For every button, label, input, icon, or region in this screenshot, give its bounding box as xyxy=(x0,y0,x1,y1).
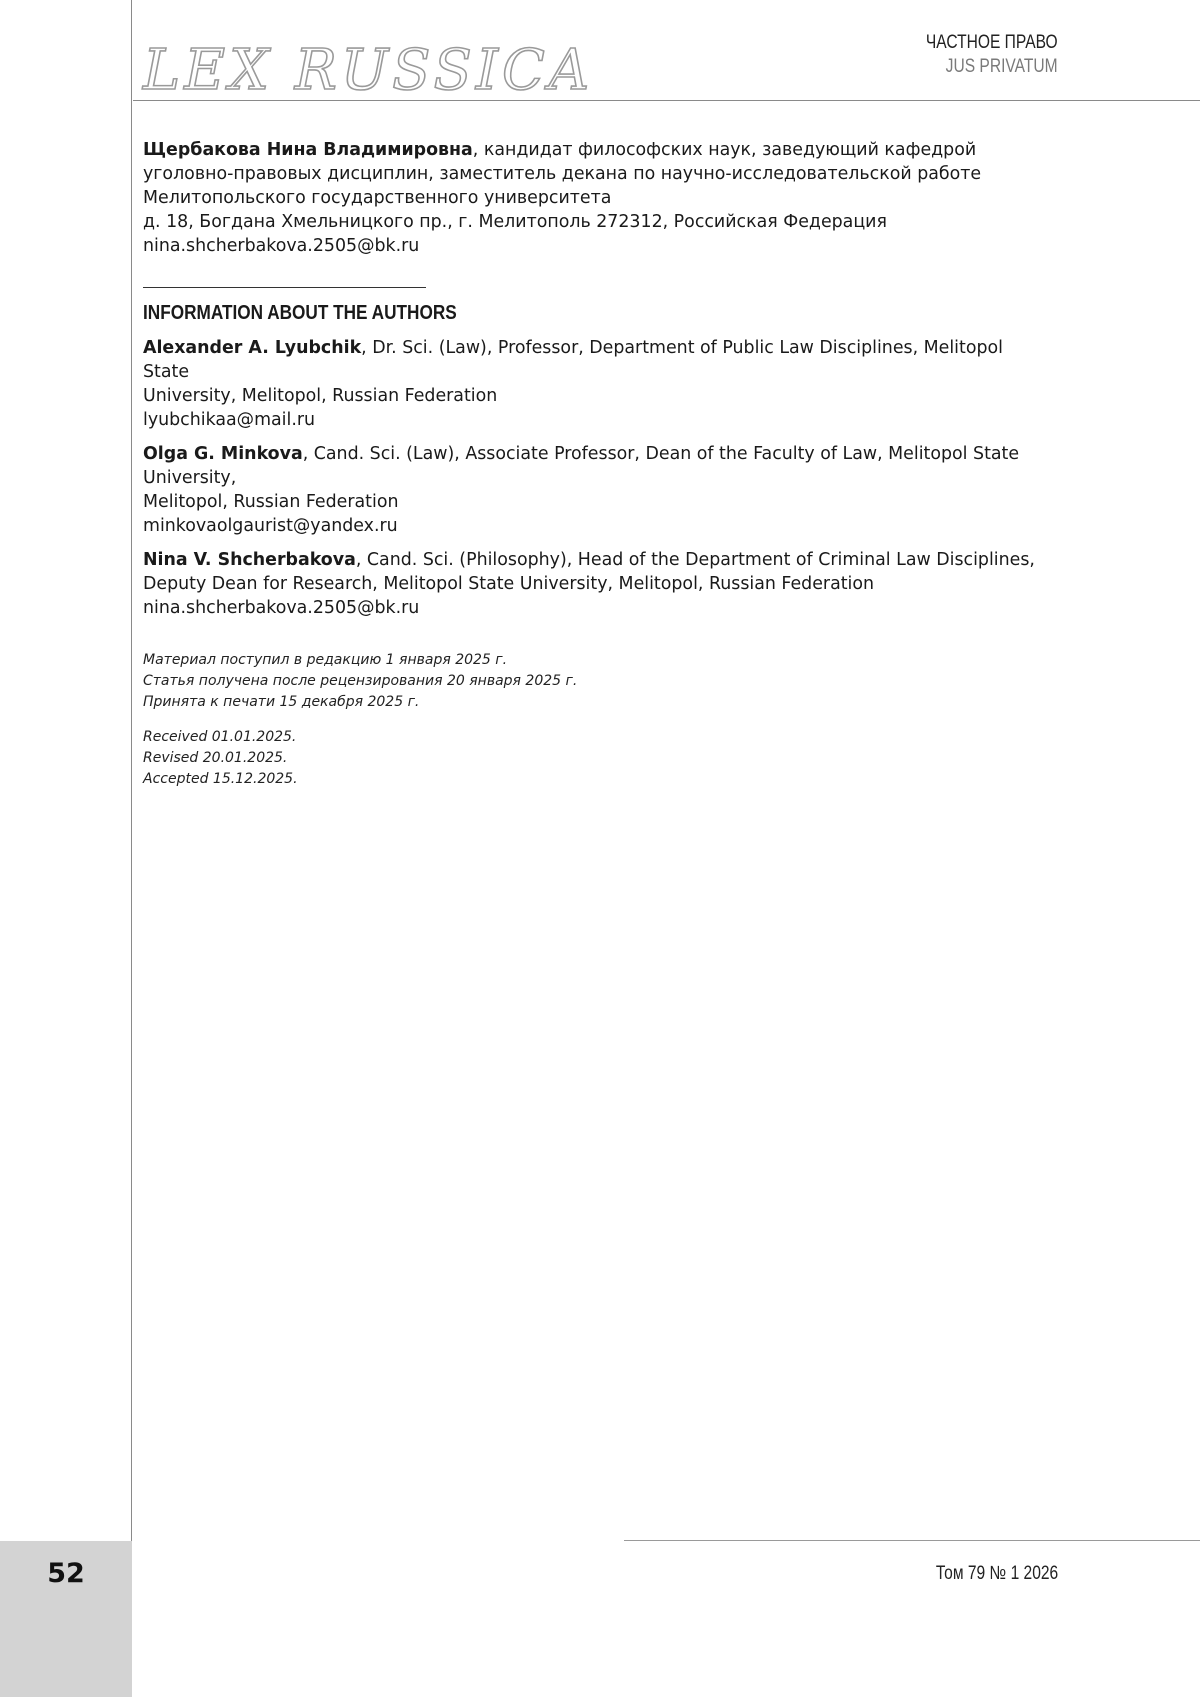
author-ru-name: Щербакова Нина Владимировна xyxy=(143,140,473,160)
date-received-ru: Материал поступил в редакцию 1 января 2025 г. xyxy=(143,652,508,668)
author-en-line2: Deputy Dean for Research, Melitopol State University, Melitopol, Russian Federation xyxy=(143,574,875,594)
author-en-affiliation: , Cand. Sci. (Philosophy), Head of the Department of Criminal Law Disciplines, xyxy=(355,550,1035,570)
page-number: 52 xyxy=(47,1558,85,1589)
author-en-line1 xyxy=(143,336,1043,384)
date-revised-ru: Статья получена после рецензирования 20 января 2025 г. xyxy=(143,673,578,689)
section-label xyxy=(926,31,1058,79)
author-ru-line1 xyxy=(143,138,1043,162)
author-ru-block xyxy=(143,138,1043,258)
author-en-entry xyxy=(143,442,1043,538)
author-ru-line3: Мелитопольского государственного университета xyxy=(143,188,612,208)
author-ru-line2: уголовно-правовых дисциплин, заместитель декана по научно-исследовательской работе xyxy=(143,164,982,184)
info-heading: INFORMATION ABOUT THE AUTHORS xyxy=(143,302,457,324)
author-en-line1 xyxy=(143,548,1043,572)
author-ru-affiliation: , кандидат философских наук, заведующий кафедрой xyxy=(472,140,977,160)
author-ru-address: д. 18, Богдана Хмельницкого пр., г. Мелитополь 272312, Российская Федерация xyxy=(143,212,887,232)
footer-divider xyxy=(624,1540,1200,1541)
date-revised-en: Revised 20.01.2025. xyxy=(143,750,288,766)
author-en-line1 xyxy=(143,442,1043,490)
dates-ru xyxy=(143,650,1043,713)
section-label-en: JUS PRIVATUM xyxy=(946,56,1058,77)
author-en-line2: University, Melitopol, Russian Federation xyxy=(143,386,498,406)
author-en-affiliation: , Dr. Sci. (Law), Professor, Department of Public Law Disciplines, Melitopol State xyxy=(143,338,1003,382)
journal-logo: LEX RUSSICA xyxy=(143,38,594,103)
author-en-line2: Melitopol, Russian Federation xyxy=(143,492,399,512)
date-accepted-ru: Принята к печати 15 декабря 2025 г. xyxy=(143,694,420,710)
author-en-email: lyubchikaa@mail.ru xyxy=(143,410,316,430)
author-en-name: Olga G. Minkova xyxy=(143,444,303,464)
header-divider xyxy=(133,100,1200,101)
section-divider xyxy=(143,287,426,288)
date-accepted-en: Accepted 15.12.2025. xyxy=(143,771,298,787)
date-received-en: Received 01.01.2025. xyxy=(143,729,297,745)
section-label-ru: ЧАСТНОЕ ПРАВО xyxy=(926,32,1058,53)
author-en-name: Alexander A. Lyubchik xyxy=(143,338,362,358)
author-ru-email: nina.shcherbakova.2505@bk.ru xyxy=(143,236,420,256)
issue-label: Том 79 № 1 2026 xyxy=(935,1563,1058,1584)
dates-en xyxy=(143,727,1043,790)
author-en-entry xyxy=(143,336,1043,432)
author-en-email: minkovaolgaurist@yandex.ru xyxy=(143,516,398,536)
left-margin-bar xyxy=(0,0,132,1697)
author-en-affiliation: , Cand. Sci. (Law), Associate Professor, Dean of the Faculty of Law, Melitopol State University, xyxy=(143,444,1020,488)
article-content xyxy=(143,138,1043,790)
author-en-entry xyxy=(143,548,1043,620)
author-en-email: nina.shcherbakova.2505@bk.ru xyxy=(143,598,420,618)
author-en-name: Nina V. Shcherbakova xyxy=(143,550,356,570)
